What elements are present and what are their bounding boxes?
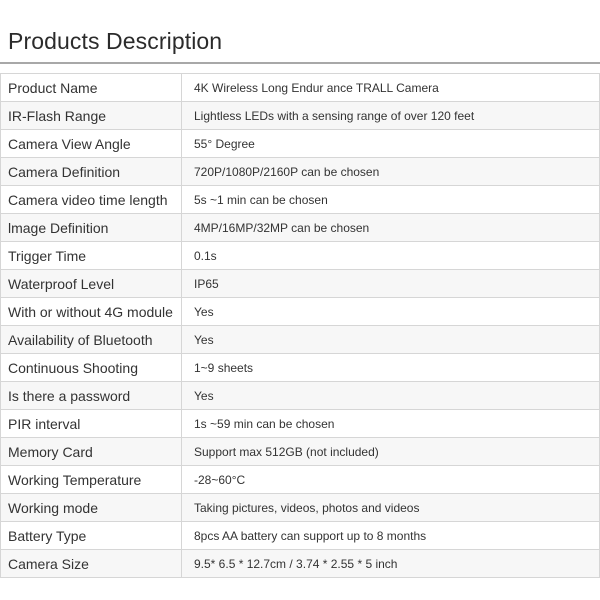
spec-value: 720P/1080P/2160P can be chosen xyxy=(182,158,600,186)
spec-value: Yes xyxy=(182,326,600,354)
spec-row-pir-interval xyxy=(1,410,600,438)
spec-value: 4MP/16MP/32MP can be chosen xyxy=(182,214,600,242)
spec-value: -28~60°C xyxy=(182,466,600,494)
spec-key: Camera View Angle xyxy=(1,130,182,158)
spec-key: lmage Definition xyxy=(1,214,182,242)
spec-key: Battery Type xyxy=(1,522,182,550)
spec-key: Is there a password xyxy=(1,382,182,410)
spec-value: IP65 xyxy=(182,270,600,298)
spec-value: 55° Degree xyxy=(182,130,600,158)
spec-key: Waterproof Level xyxy=(1,270,182,298)
spec-row-camera-view-angle xyxy=(1,130,600,158)
spec-row-battery-type xyxy=(1,522,600,550)
spec-key: Camera Definition xyxy=(1,158,182,186)
spec-value: 1s ~59 min can be chosen xyxy=(182,410,600,438)
spec-value: 0.1s xyxy=(182,242,600,270)
page-header xyxy=(0,0,600,64)
spec-value: Taking pictures, videos, photos and videos xyxy=(182,494,600,522)
spec-key: Camera Size xyxy=(1,550,182,578)
spec-value: Lightless LEDs with a sensing range of over 120 feet xyxy=(182,102,600,130)
spec-key: PIR interval xyxy=(1,410,182,438)
spec-value: Support max 512GB (not included) xyxy=(182,438,600,466)
spec-row-continuous-shooting xyxy=(1,354,600,382)
spec-row-camera-size xyxy=(1,550,600,578)
spec-row-memory-card xyxy=(1,438,600,466)
spec-row-product-name xyxy=(1,74,600,102)
title-divider xyxy=(0,62,600,64)
spec-row-bluetooth xyxy=(1,326,600,354)
spec-key: With or without 4G module xyxy=(1,298,182,326)
spec-key: Camera video time length xyxy=(1,186,182,214)
spec-key: Continuous Shooting xyxy=(1,354,182,382)
spec-value: 4K Wireless Long Endur ance TRALL Camera xyxy=(182,74,600,102)
spec-row-camera-definition xyxy=(1,158,600,186)
spec-row-working-mode xyxy=(1,494,600,522)
spec-row-waterproof-level xyxy=(1,270,600,298)
spec-row-trigger-time xyxy=(1,242,600,270)
spec-key: Working Temperature xyxy=(1,466,182,494)
spec-key: Product Name xyxy=(1,74,182,102)
spec-value: 9.5* 6.5 * 12.7cm / 3.74 * 2.55 * 5 inch xyxy=(182,550,600,578)
spec-value: 8pcs AA battery can support up to 8 months xyxy=(182,522,600,550)
spec-table xyxy=(0,73,600,578)
spec-row-camera-video-time-length xyxy=(1,186,600,214)
spec-row-image-definition xyxy=(1,214,600,242)
spec-value: Yes xyxy=(182,298,600,326)
spec-key: IR-Flash Range xyxy=(1,102,182,130)
spec-row-working-temperature xyxy=(1,466,600,494)
spec-key: Trigger Time xyxy=(1,242,182,270)
spec-key: Availability of Bluetooth xyxy=(1,326,182,354)
spec-key: Memory Card xyxy=(1,438,182,466)
spec-value: 1~9 sheets xyxy=(182,354,600,382)
spec-value: 5s ~1 min can be chosen xyxy=(182,186,600,214)
spec-row-4g-module xyxy=(1,298,600,326)
spec-value: Yes xyxy=(182,382,600,410)
spec-row-ir-flash-range xyxy=(1,102,600,130)
spec-row-password xyxy=(1,382,600,410)
spec-key: Working mode xyxy=(1,494,182,522)
spec-table-body xyxy=(1,74,600,578)
page-title: Products Description xyxy=(8,28,223,54)
